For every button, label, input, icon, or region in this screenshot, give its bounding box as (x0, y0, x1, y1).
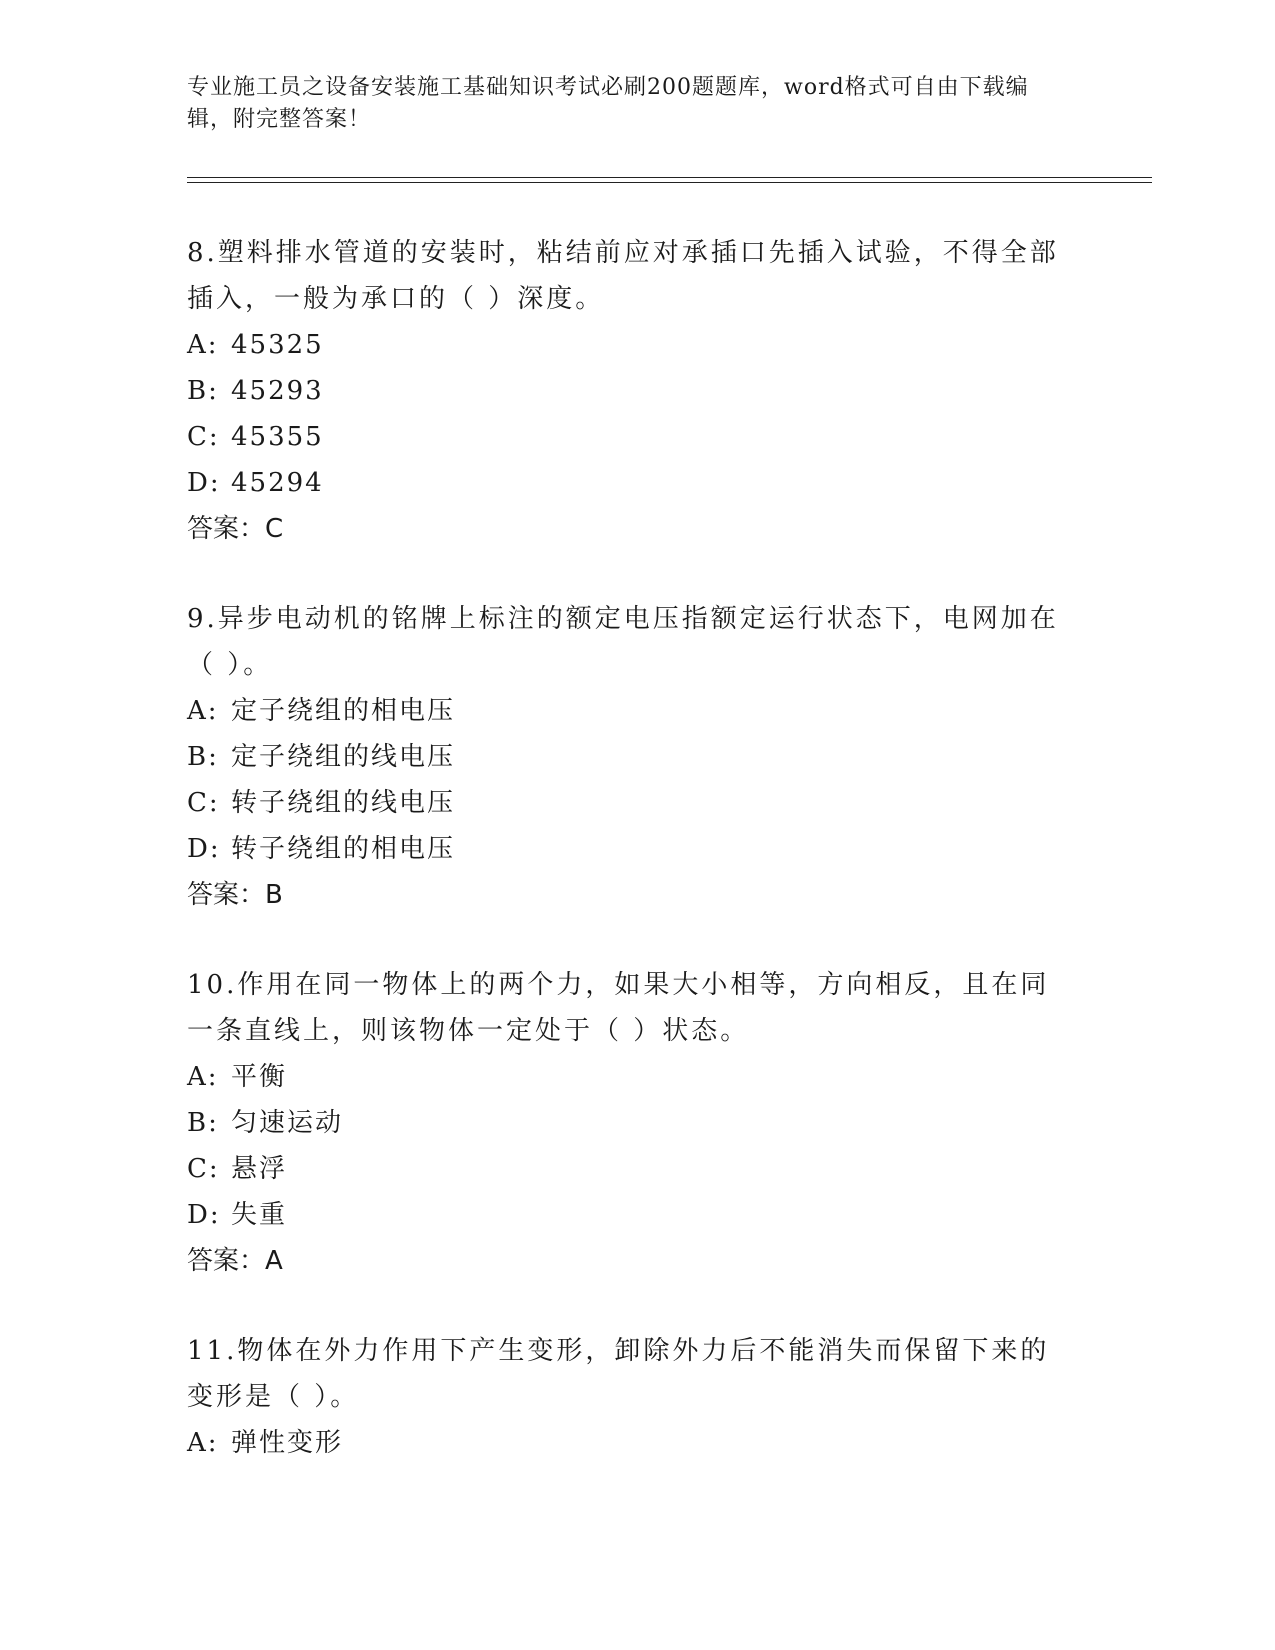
option-text: 定子绕组的线电压 (231, 742, 456, 772)
option-c (187, 780, 1067, 826)
option-key: D: (187, 468, 221, 498)
option-key: A: (187, 330, 219, 360)
question-11 (187, 1328, 1067, 1466)
document-header: 专业施工员之设备安装施工基础知识考试必刷200题题库，word格式可自由下载编辑，附完整答案！ (187, 75, 1029, 132)
option-key: C: (187, 422, 220, 452)
option-key: B: (187, 1108, 219, 1138)
option-key: B: (187, 376, 219, 406)
option-text: 弹性变形 (231, 1428, 344, 1458)
question-9 (187, 596, 1067, 918)
question-stem: 8.塑料排水管道的安装时，粘结前应对承插口先插入试验，不得全部插入，一般为承口的（ ）深度。 (187, 238, 1059, 314)
option-key: A: (187, 1428, 219, 1458)
option-text: 45355 (231, 422, 324, 452)
option-a (187, 322, 1067, 368)
option-text: 失重 (231, 1200, 288, 1230)
option-text: 45294 (231, 468, 324, 498)
question-10 (187, 962, 1067, 1284)
option-a (187, 688, 1067, 734)
option-key: D: (187, 834, 221, 864)
answer-line: 答案：B (187, 880, 283, 910)
option-key: C: (187, 1154, 220, 1184)
question-stem: 11.物体在外力作用下产生变形，卸除外力后不能消失而保留下来的变形是（ ）。 (187, 1336, 1050, 1412)
option-a (187, 1420, 1067, 1466)
option-text: 45325 (231, 330, 324, 360)
option-text: 转子绕组的线电压 (231, 788, 456, 818)
header-rule-bottom (187, 182, 1152, 183)
option-key: A: (187, 1062, 219, 1092)
option-text: 转子绕组的相电压 (231, 834, 456, 864)
option-key: A: (187, 696, 219, 726)
option-text: 悬浮 (231, 1154, 288, 1184)
option-text: 匀速运动 (231, 1108, 344, 1138)
option-c (187, 414, 1067, 460)
answer-line: 答案：A (187, 1246, 283, 1276)
option-key: D: (187, 1200, 221, 1230)
option-a (187, 1054, 1067, 1100)
option-d (187, 826, 1067, 872)
question-stem: 9.异步电动机的铭牌上标注的额定电压指额定运行状态下，电网加在（ ）。 (187, 604, 1059, 680)
option-d (187, 460, 1067, 506)
option-key: B: (187, 742, 219, 772)
option-text: 平衡 (231, 1062, 288, 1092)
option-b (187, 368, 1067, 414)
option-key: C: (187, 788, 220, 818)
option-b (187, 1100, 1067, 1146)
option-text: 45293 (231, 376, 324, 406)
answer-line: 答案：C (187, 514, 284, 544)
header-rule-top (187, 177, 1152, 178)
question-stem: 10.作用在同一物体上的两个力，如果大小相等，方向相反，且在同一条直线上，则该物体一定处于（ ）状态。 (187, 970, 1050, 1046)
option-c (187, 1146, 1067, 1192)
option-d (187, 1192, 1067, 1238)
question-8 (187, 230, 1067, 552)
option-b (187, 734, 1067, 780)
question-list (187, 230, 1067, 1510)
option-text: 定子绕组的相电压 (231, 696, 456, 726)
